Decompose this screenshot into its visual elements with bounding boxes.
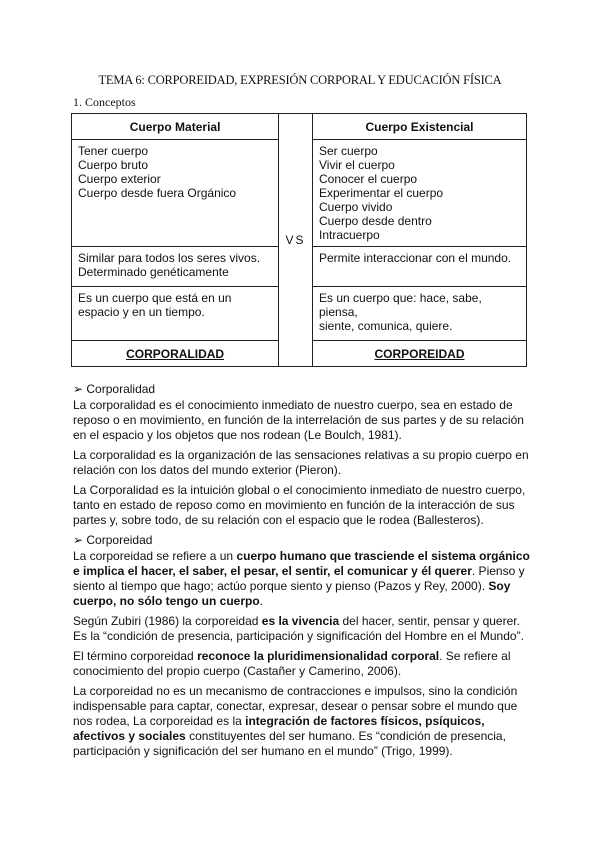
- table-cell-right: [313, 140, 527, 247]
- footer-corporalidad: CORPORALIDAD: [72, 341, 279, 367]
- cell-line: Determinado genéticamente: [78, 265, 229, 279]
- cell-line: Ser cuerpo: [319, 144, 378, 158]
- corporeidad-heading: ➢ Corporeidad: [73, 533, 153, 547]
- emphasis-text: Soy cuerpo, no sólo tengo un cuerpo: [73, 579, 511, 608]
- text-run: . Pienso y siento al tiempo que hago; actúo porque siento y pienso (Pazos y Rey, 2000).: [73, 564, 525, 593]
- cell-line: Tener cuerpo: [78, 144, 149, 158]
- corporalidad-heading: ➢ Corporalidad: [73, 382, 156, 396]
- cell-line: Cuerpo exterior: [78, 172, 161, 186]
- table-cell-left: [72, 140, 279, 247]
- paragraph: [73, 549, 533, 609]
- emphasis-text: reconoce la pluridimensionalidad corporal: [197, 649, 440, 663]
- cell-line: Cuerpo bruto: [78, 158, 149, 172]
- table-cell-left: [72, 247, 279, 287]
- text-run: Según Zubiri (1986) la corporeidad: [73, 614, 262, 628]
- cell-line: Similar para todos los seres vivos.: [78, 251, 261, 265]
- paragraph: [73, 684, 533, 759]
- cell-line: espacio y en un tiempo.: [78, 305, 205, 319]
- emphasis-text: integración de factores físicos, psíquicos, afectivos y sociales: [73, 714, 485, 743]
- corporalidad-section: [73, 382, 533, 533]
- section-heading-conceptos: 1. Conceptos: [73, 95, 136, 109]
- cell-line: Es un cuerpo que: hace, sabe,: [319, 291, 482, 305]
- cell-line: Permite interaccionar con el mundo.: [319, 251, 512, 265]
- table-header-row: [72, 114, 527, 140]
- paragraph: [73, 614, 533, 644]
- cell-line: Experimentar el cuerpo: [319, 186, 444, 200]
- cell-line: siente, comunica, quiere.: [319, 319, 453, 333]
- cell-line: Vivir el cuerpo: [319, 158, 395, 172]
- text-run: del hacer, sentir, pensar y querer. Es la “condición de presencia, participación y significación del Hombre en el Mundo”.: [73, 614, 524, 643]
- text-run: .: [259, 594, 264, 608]
- cell-line: Cuerpo desde dentro: [319, 214, 432, 228]
- emphasis-text: es la vivencia: [261, 614, 340, 628]
- corporeidad-section: [73, 533, 533, 764]
- cell-line: Cuerpo desde fuera Orgánico: [78, 186, 237, 200]
- cell-line: Intracuerpo: [319, 228, 380, 242]
- table-cell-right: [313, 247, 527, 287]
- text-run: La corporeidad se refiere a un: [73, 549, 237, 563]
- cell-line: Es un cuerpo que está en un: [78, 291, 232, 305]
- emphasis-text: cuerpo humano que trasciende el sistema orgánico e implica el hacer, el saber, el pesar, el sentir, el comunicar y él querer: [73, 549, 530, 578]
- comparison-table: [71, 113, 527, 367]
- text-run: . Se refiere al conocimiento del propio cuerpo (Castañer y Camerino, 2006).: [73, 649, 511, 678]
- footer-corporeidad: CORPOREIDAD: [313, 341, 527, 367]
- text-run: constituyentes del ser humano. Es “condición de presencia, participación y significación del ser humano en el mundo” (Trigo, 1999).: [73, 729, 506, 758]
- header-cuerpo-material: Cuerpo Material: [72, 114, 279, 140]
- table-cell-right: [313, 287, 527, 341]
- paragraph: La Corporalidad es la intuición global o el conocimiento inmediato de nuestro cuerpo, tanto en estado de reposo como en movimiento en función de la interacción de sus partes y, sobre todo, de su relación con el espacio que le rodea (Ballesteros).: [73, 483, 526, 527]
- cell-line: piensa,: [319, 305, 358, 319]
- header-cuerpo-existencial: Cuerpo Existencial: [313, 114, 527, 140]
- cell-line: Conocer el cuerpo: [319, 172, 418, 186]
- vs-label: VS: [279, 114, 313, 367]
- text-run: La corporeidad no es un mecanismo de contracciones e impulsos, sino la condición indispensable para captar, conectar, expresar, desear o pensar sobre el mundo que nos rodea, La corporeidad es la: [73, 684, 518, 728]
- cell-line: Cuerpo vivido: [319, 200, 393, 214]
- paragraph: La corporalidad es el conocimiento inmediato de nuestro cuerpo, sea en estado de reposo o en movimiento, en función de la interrelación de sus partes y de su relación en el espacio y los objetos que nos rodean (Le Boulch, 1981).: [73, 398, 524, 442]
- page-title: TEMA 6: CORPOREIDAD, EXPRESIÓN CORPORAL Y EDUCACIÓN FÍSICA: [98, 73, 502, 87]
- paragraph: [73, 649, 533, 679]
- paragraph: La corporalidad es la organización de las sensaciones relativas a su propio cuerpo en relación con los datos del mundo exterior (Pieron).: [73, 448, 529, 477]
- table-cell-left: [72, 287, 279, 341]
- text-run: El término corporeidad: [73, 649, 198, 663]
